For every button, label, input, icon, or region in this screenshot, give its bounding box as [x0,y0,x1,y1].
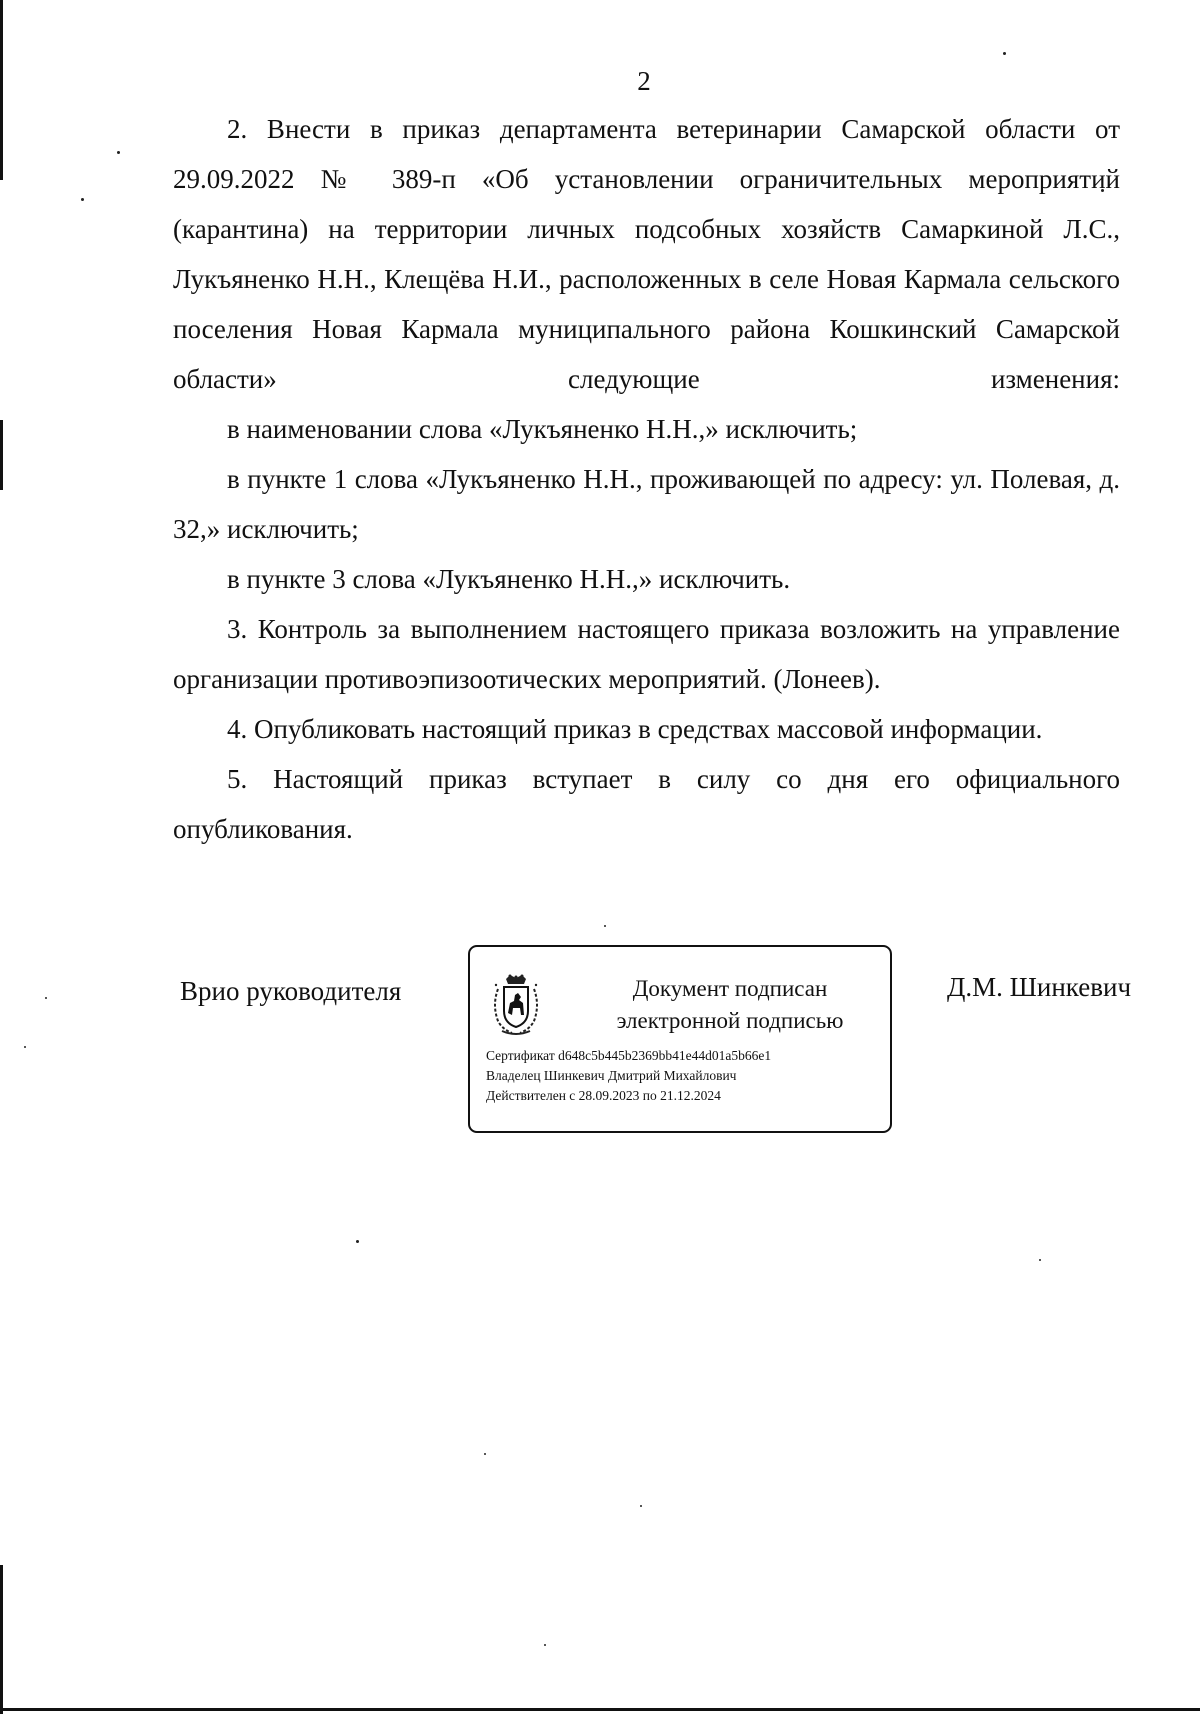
paragraph-item-3: 3. Контроль за выполнением настоящего приказа возложить на управление организации противоэпизоотических мероприятий. (Лонеев). [173,614,1120,694]
scan-speck [356,1240,359,1243]
scan-edge-mark [0,1565,3,1714]
document-body [173,104,1120,854]
scan-speck [484,1453,486,1455]
paragraph-item-2: 2. Внести в приказ департамента ветеринарии Самарской области от 29.09.2022 № 389-п «Об установлении ограничительных мероприятий (карантина) на территории личных подсобных хозяйств Самаркиной Л.С., Лукъяненко Н.Н., Клещёва Н.И., расположенных в селе Новая Кармала сельского поселения Новая Кармала муниципального района Кошкинский Самарской области» следующие изменения: [173,114,1120,394]
paragraph-amendment-title: в наименовании слова «Лукъяненко Н.Н.,» исключить; [227,414,858,444]
scan-speck [544,1644,546,1646]
scan-speck [24,1046,26,1048]
paragraph-item-4: 4. Опубликовать настоящий приказ в средствах массовой информации. [227,714,1043,744]
stamp-validity: Действителен с 28.09.2023 по 21.12.2024 [486,1088,721,1103]
scan-speck [604,925,606,927]
stamp-title [590,973,870,1037]
coat-of-arms-icon [488,973,544,1037]
stamp-title-line-2: электронной подписью [616,1008,844,1033]
stamp-details [486,1046,771,1106]
scan-speck [640,1505,642,1507]
scan-speck [1003,52,1006,55]
stamp-owner: Владелец Шинкевич Дмитрий Михайлович [486,1068,737,1083]
paragraph-amendment-point-1: в пункте 1 слова «Лукъяненко Н.Н., проживающей по адресу: ул. Полевая, д. 32,» исключить; [173,464,1120,544]
paragraph-amendment-point-3: в пункте 3 слова «Лукъяненко Н.Н.,» исключить. [227,564,791,594]
scan-speck [117,151,120,154]
scan-edge-mark [0,420,3,490]
scan-bottom-edge [0,1708,1200,1711]
signer-position: Врио руководителя [180,976,402,1006]
signer-name: Д.М. Шинкевич [947,972,1132,1002]
electronic-signature-stamp [468,945,892,1133]
paragraph-item-5: 5. Настоящий приказ вступает в силу со дня его официального опубликования. [173,764,1120,844]
scan-speck [1039,1259,1041,1261]
scan-speck [45,997,47,999]
scan-speck [81,198,84,201]
stamp-title-line-1: Документ подписан [632,976,828,1001]
page-number: 2 [637,66,651,96]
stamp-certificate: Сертификат d648c5b445b2369bb41e44d01a5b66e1 [486,1048,772,1063]
